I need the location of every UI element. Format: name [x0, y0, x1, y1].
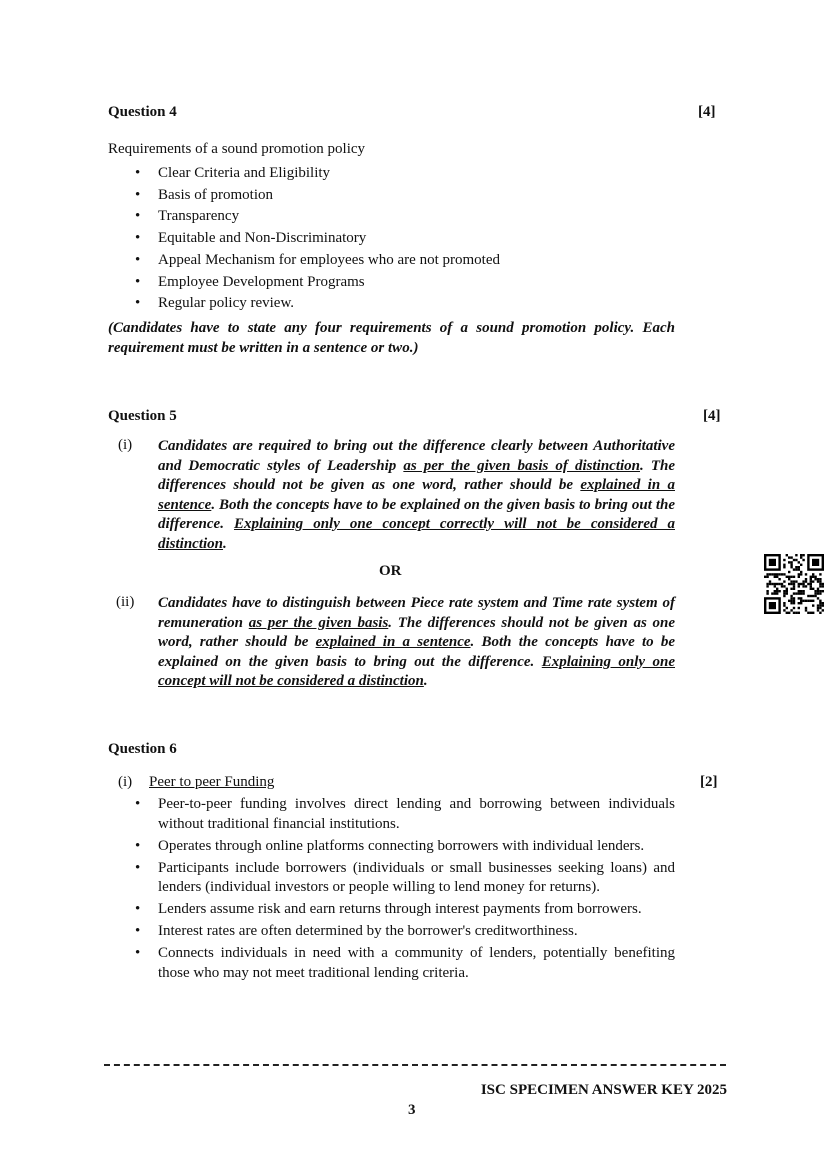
qr-code: [764, 554, 824, 614]
question-6-part-1-marks: [2]: [700, 774, 718, 790]
text-segment: . Both the concepts have to be explained on the given basis to bring out the difference.: [158, 634, 675, 670]
list-item: • Connects individuals in need with a community of lenders, potentially benefiting those who may not meet traditional lending criteria.: [108, 944, 675, 983]
list-item: • Regular policy review.: [108, 293, 678, 315]
list-item: • Lenders assume risk and earn returns through interest payments from borrowers.: [108, 900, 675, 920]
list-item: • Peer-to-peer funding involves direct lending and borrowing between individuals without traditional financial institutions.: [108, 795, 675, 834]
question-6-bullet-list: [108, 795, 675, 986]
question-6-part-1-label: (i): [118, 774, 133, 790]
question-6-part-1-heading: Peer to peer Funding: [149, 774, 275, 790]
or-divider: OR: [379, 563, 402, 579]
list-item: • Clear Criteria and Eligibility: [108, 163, 678, 185]
list-item: • Appeal Mechanism for employees who are not promoted: [108, 250, 678, 272]
underlined-phrase: explained in a sentence: [158, 477, 675, 513]
question-4-note: (Candidates have to state any four requirements of a sound promotion policy. Each requirement must be written in a sentence or two.): [108, 320, 675, 356]
question-4-title: Question 4: [108, 104, 177, 120]
question-5-part-2-text: [158, 594, 675, 692]
question-5-part-1-text: [158, 437, 675, 554]
page-number: 3: [408, 1102, 416, 1118]
question-5-title: Question 5: [108, 408, 177, 424]
footer-title: ISC SPECIMEN ANSWER KEY 2025: [480, 1082, 727, 1098]
text-segment: .: [223, 535, 227, 552]
list-item: • Equitable and Non-Discriminatory: [108, 228, 678, 250]
list-item: • Participants include borrowers (individuals or small businesses seeking loans) and lenders (individual investors or people willing to lend money for returns).: [108, 859, 675, 898]
question-6-title: Question 6: [108, 741, 177, 757]
question-5-marks: [4]: [703, 408, 721, 424]
question-5-part-1-label: (i): [118, 437, 133, 453]
list-item: • Basis of promotion: [108, 185, 678, 207]
text-segment: Candidates are required to bring out the difference clearly between Authoritative and Democratic styles of Leadership: [158, 438, 675, 474]
list-item: • Employee Development Programs: [108, 272, 678, 294]
list-item: • Operates through online platforms connecting borrowers with individual lenders.: [108, 837, 675, 857]
underlined-phrase: as per the given basis: [248, 614, 389, 631]
text-segment: Candidates have to distinguish between Piece rate system and Time rate system of remuneration: [158, 595, 675, 631]
underlined-phrase: explained in a sentence: [315, 634, 471, 650]
underlined-phrase: Explaining only one concept correctly will not be considered a distinction: [158, 516, 675, 552]
text-segment: . The differences should not be given as one word, rather should be: [158, 614, 676, 650]
text-segment: . The differences should not be given as one word, rather should be: [158, 457, 675, 493]
question-4-marks: [4]: [698, 104, 716, 120]
underlined-phrase: as per the given basis of distinction: [403, 457, 640, 474]
underlined-phrase: Explaining only one concept will not be considered a distinction: [158, 653, 675, 689]
question-4-intro: Requirements of a sound promotion policy: [108, 141, 366, 157]
list-item: • Interest rates are often determined by the borrower's creditworthiness.: [108, 922, 675, 942]
text-segment: .: [423, 673, 428, 689]
list-item: • Transparency: [108, 206, 678, 228]
footer-divider: [104, 1064, 726, 1066]
question-4-bullet-list: [108, 163, 678, 315]
text-segment: . Both the concepts have to be explained on the given basis to bring out the difference.: [158, 496, 675, 532]
question-5-part-2-label: (ii): [116, 594, 135, 610]
